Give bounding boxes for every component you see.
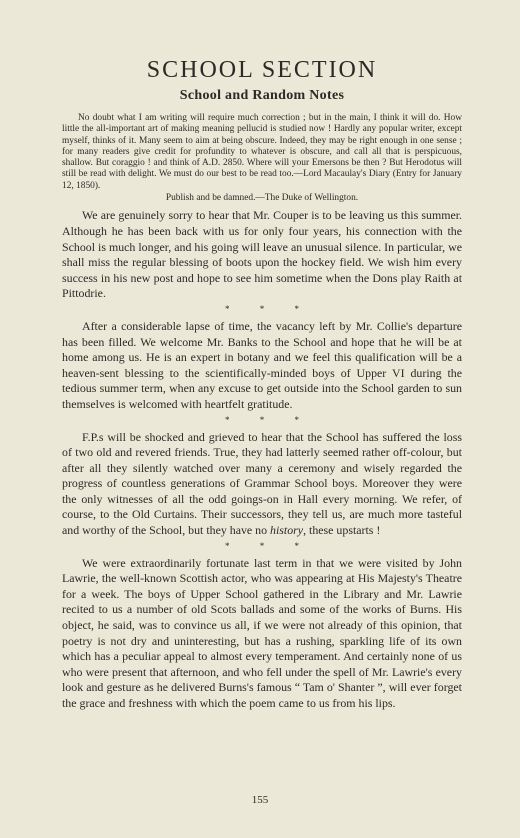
- paragraph-curtains-end: , these upstarts !: [303, 523, 381, 538]
- section-title: SCHOOL SECTION: [146, 57, 378, 83]
- paragraph-lawrie: We were extraordinarily fortunate last term in that we were visited by John Lawrie, the well-known Scottish actor, who was appearing at His Majesty's Theatre for a week. The boys of Upper School gathered in the Library and Mr. Lawrie recited to us a number of old Scots ballads and some of the works of Burns. His object, he said, was to convince us all, if we were not already of this opinion, that poetry is not dry and uninteresting, but has a rushing, sparkling life of its own which has a peculiar appeal to almost every temperament. And certainly none of us who were present that afternoon, and who fell under the spell of Mr. Lawrie's every look and gesture as he delivered Burns's famous “ Tam o' Shanter ”, will ever forget the grace and freshness with which the poem came to us from his lips.: [62, 555, 462, 710]
- epigraph-macaulay: No doubt what I am writing will require much correction ; but in the main, I think it will do. How little the all-important art of making meaning pellucid is studied now ! Hardly any popular writer, except myself, thinks of it. Many seem to aim at being obscure. Indeed, they may be right enough in one sense ; for many readers give credit for profundity to whatever is obscure, and call all that is perspicuous, shallow. But coraggio ! and think of A.D. 2850. Where will your Emersons be then ? But Herodotus will still be read with delight. We must do our best to be read too.—Lord Macaulay's Diary (Entry for January 12, 1850).: [62, 113, 462, 191]
- section-separator: * * *: [225, 414, 313, 425]
- paragraph-couper: We are genuinely sorry to hear that Mr. Couper is to be leaving us this summer. Although he has been back with us for only four years, his connection with the School is much longer, and his going will leave an unusual silence. In particular, we shall miss the regular blessing of boots upon the hockey field. We wish him every success in his new post and hope to see him sometime when the Dons play Raith at Pittodrie.: [62, 208, 462, 301]
- paragraph-curtains-text: F.P.s will be shocked and grieved to hear that the School has suffered the loss of two old and revered friends. True, they had latterly seemed rather off-colour, but after all they silently watched over many a ceremony and wisely regarded the progress of countless generations of Grammar School boys. Moreover they were the only witnesses of all the odd goings-on in Hall every morning. We refer, of course, to the Old Curtains. Their successors, they tell us, are much more tasteful and worthy of the School, but they have no: [62, 429, 462, 538]
- paragraph-banks: After a considerable lapse of time, the vacancy left by Mr. Collie's departure has been filled. We welcome Mr. Banks to the School and hope that he will be at home among us. He is an expert in botany and we feel this qualification will be a heaven-sent blessing to the scientifically-minded boys of Upper VI during the tedious summer term, when any excuse to get outside into the School garden to sun themselves is welcomed with heartfelt gratitude.: [62, 318, 462, 411]
- section-separator: * * *: [225, 303, 313, 314]
- section-separator: * * *: [225, 540, 313, 551]
- section-subtitle: School and Random Notes: [179, 88, 345, 103]
- page-number: 155: [251, 794, 269, 806]
- paragraph-curtains: [62, 430, 462, 539]
- epigraph-wellington: Publish and be damned.—The Duke of Wellington.: [165, 193, 359, 204]
- paragraph-curtains-italic: history: [270, 523, 304, 538]
